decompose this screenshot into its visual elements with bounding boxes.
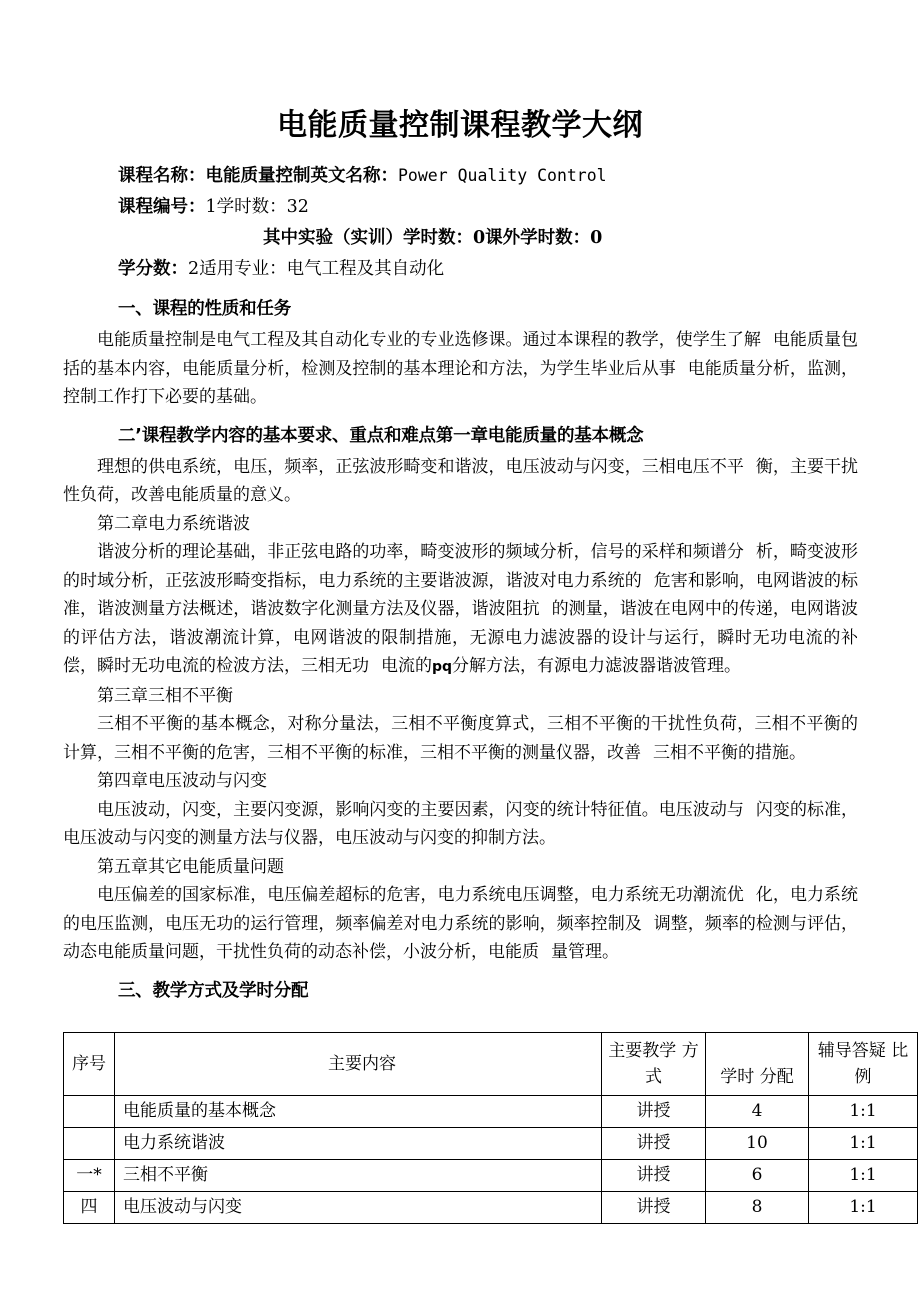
chapter-4-body-line-2: 闪变的标准，电压波动与闪变的测量方法与仪器，电压波动与闪变的抑制方法。 [63,799,859,848]
chapter-1-body-line-1: 理想的供电系统，电压，频率，正弦波形畸变和谐波，电压波动与闪变，三相电压不平 [97,456,744,477]
cell-no [64,1128,115,1160]
chapter-2-body-line-1: 谐波分析的理论基础，非正弦电路的功率，畸变波形的频域分析，信号的采样和频谱分 [97,542,744,562]
cell-topic: 电力系统谐波 [115,1128,602,1160]
section-1-paragraph [63,326,858,412]
meta-course-name-english: Power Quality Control [398,166,607,185]
document-body [63,160,858,1008]
teaching-schedule-table [63,1032,918,1224]
chapter-3-body-line-1: 三相不平衡的基本概念，对称分量法，三相不平衡度算式，三相不平衡的干扰性负荷，三相不平 [97,714,824,734]
chapter-4-title: 第四章电压波动与闪变 [97,771,267,791]
cell-hours: 4 [706,1096,809,1128]
cell-mode: 讲授 [602,1096,706,1128]
chapter-3-title: 第三章三相不平衡 [97,685,233,706]
cell-mode: 讲授 [602,1160,706,1192]
chapter-3-body [63,710,858,767]
chapter-2-body [63,538,858,682]
cell-ratio: 1:1 [809,1192,918,1224]
meta-course-code-label: 课程编号： [118,197,206,217]
cell-mode: 讲授 [602,1128,706,1160]
chapter-2-body-line-6: 分解方法，有源电力滤波器谐波管理。 [452,656,742,676]
page-title: 电能质量控制课程教学大纲 [277,108,643,144]
chapter-2-body-line-2: 析，畸变波形的时域分析，正弦波形畸变指标，电力系统的主要谐波源，谐波对电力系统的 [63,542,859,591]
chapter-5-body [63,881,858,967]
cell-topic: 电能质量的基本概念 [115,1096,602,1128]
table-row [64,1096,918,1128]
cell-ratio: 1:1 [809,1096,918,1128]
meta-credits-value: 2适用专业：电气工程及其自动化 [188,259,445,279]
chapter-2-body-line-4: 的测量，谐波在电网中的传递，电网谐波的评估方法，谐波潮流计算，电网谐波的限制措施，无源电力滤波器的设计与运行，瞬时无功电流的补偿，瞬时无功电流的检波方法，三相无功 [63,599,859,676]
table-header [64,1033,918,1096]
chapter-2-body-pq-term: pq [432,659,453,675]
section-heading-1: 一、课程的性质和任务 [118,299,291,319]
column-header-ratio-line1: 辅导答疑 比 [817,1041,909,1061]
chapter-2-body-line-5: 电流的 [381,656,432,676]
column-header-hours [706,1033,809,1096]
meta-course-name [63,160,858,192]
column-header-mode [602,1033,706,1096]
cell-ratio: 1:1 [809,1160,918,1192]
cell-hours: 10 [706,1128,809,1160]
column-header-topic: 主要内容 [115,1033,602,1096]
column-header-ratio-line2: 例 [854,1067,872,1087]
cell-no [64,1096,115,1128]
cell-hours: 8 [706,1192,809,1224]
meta-course-code-value: 1学时数：32 [205,197,309,217]
section-1-paragraph-line-1: 电能质量控制是电气工程及其自动化专业的专业选修课。通过本课程的教学，使学生了解 [97,330,761,350]
cell-no: 一* [64,1160,115,1192]
chapter-5-body-line-1: 电压偏差的国家标准，电压偏差超标的危害，电力系统电压调整，电力系统无功潮流优 [97,885,744,905]
column-header-mode-line1: 主要教学 方 [608,1041,699,1061]
chapter-5-body-line-4: 量管理。 [551,942,619,962]
column-header-no: 序号 [64,1033,115,1096]
table-body [64,1096,918,1224]
chapter-3-body-line-3: 三相不平衡的措施。 [653,742,806,763]
meta-credits-label: 学分数： [118,259,188,279]
table-row [64,1192,918,1224]
meta-course-name-label: 课程名称： [118,166,206,186]
column-header-mode-line2: 式 [645,1067,662,1087]
chapter-4-body [63,796,858,853]
section-heading-3: 三、教学方式及学时分配 [118,980,309,1001]
chapter-2-body-line-3: 危害和影响，电网谐波的标准，谐波测量方法概述，谐波数字化测量方法及仪器，谐波阻抗 [63,570,859,619]
cell-hours: 6 [706,1160,809,1192]
section-1-paragraph-line-2: 电能质量包括的基本内容，电能质量分析，检测及控制的基本理论和方法，为学生毕业后从事 [63,330,859,379]
chapter-5-title: 第五章其它电能质量问题 [97,856,284,877]
meta-course-code [63,192,858,223]
section-heading-2: 二’课程教学内容的基本要求、重点和难点第一章电能质量的基本概念 [118,425,644,446]
cell-topic: 三相不平衡 [115,1160,602,1192]
column-header-ratio [809,1033,918,1096]
chapter-5-body-line-3: 调整，频率的检测与评估，动态电能质量问题，干扰性负荷的动态补偿，小波分析，电能质 [63,913,859,962]
cell-ratio: 1:1 [809,1128,918,1160]
meta-lab-hours: 其中实验（实训）学时数：0课外学时数：0 [263,228,603,248]
chapter-4-body-line-1: 电压波动，闪变，主要闪变源，影响闪变的主要因素，闪变的统计特征值。电压波动与 [97,799,744,820]
chapter-1-body-line-2: 衡，主要干扰性负荷，改善电能质量的意义。 [63,456,859,505]
table-row [64,1160,918,1192]
chapter-2-title: 第二章电力系统谐波 [97,513,250,534]
table-row [64,1128,918,1160]
cell-no: 四 [64,1192,115,1224]
table-header-row [64,1033,918,1096]
cell-mode: 讲授 [602,1192,706,1224]
section-1-paragraph-line-3: 电能质量分析，监测，控制工作打下必要的基础。 [63,358,858,407]
meta-credits [63,254,858,285]
chapter-5-body-line-2: 化，电力系统的电压监测，电压无功的运行管理，频率偏差对电力系统的影响，频率控制及 [63,885,859,934]
column-header-hours-label: 学时 分配 [720,1067,794,1087]
chapter-1-body [63,453,858,510]
cell-topic: 电压波动与闪变 [115,1192,602,1224]
meta-course-name-value: 电能质量控制英文名称： [205,166,398,186]
chapter-3-body-line-2: 衡的计算，三相不平衡的危害，三相不平衡的标准，三相不平衡的测量仪器，改善 [63,714,859,763]
